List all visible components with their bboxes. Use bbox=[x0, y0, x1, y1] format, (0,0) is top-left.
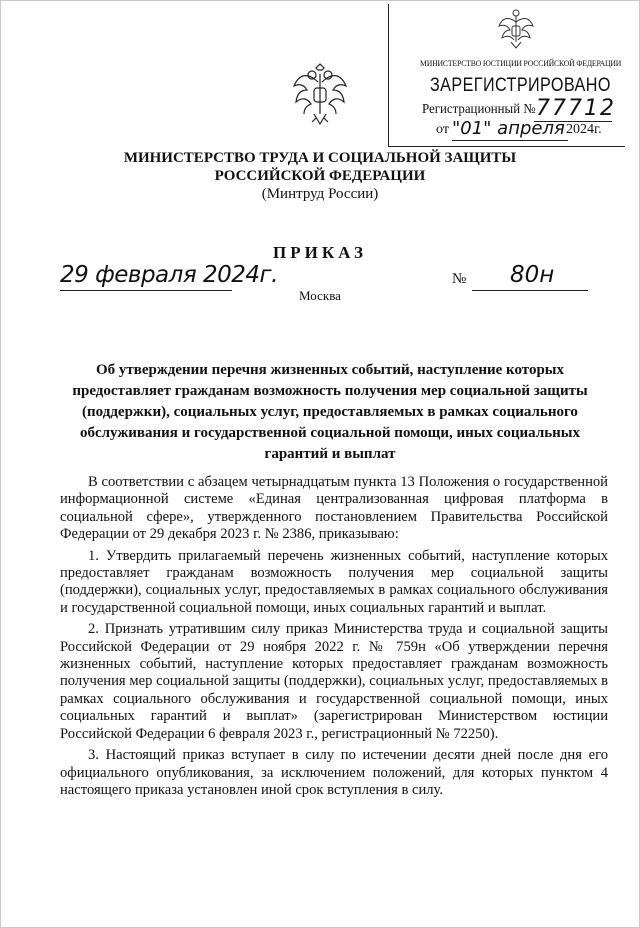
city: Москва bbox=[299, 288, 341, 303]
ministry-name-line-2: РОССИЙСКОЙ ФЕДЕРАЦИИ bbox=[214, 168, 426, 184]
stamp-date-underline bbox=[452, 140, 568, 141]
stamp-registration-label: Регистрационный № bbox=[422, 102, 536, 117]
document-body bbox=[60, 474, 608, 803]
stamp-registration-number: 77712 bbox=[536, 96, 616, 121]
document-title: Об утверждении перечня жизненных событий, наступление которых предоставляет гражданам возможность получения мер социальной защиты (поддержки), социальных услуг, предоставляемых в рамках социального обслуживания и государственной социальной помощи, иных социальных гарантий и выплат bbox=[72, 362, 588, 462]
item-3-paragraph: 3. Настоящий приказ вступает в силу по истечении десяти дней после дня его официального опубликования, за исключением положений, для которых пунктом 4 настоящего приказа установлен иной срок вступления в силу. bbox=[60, 747, 608, 798]
item-2-paragraph: 2. Признать утратившим силу приказ Министерства труда и социальной защиты Российской Федерации от 29 ноября 2022 г. № 759н «Об утверждении перечня жизненных событий, наступление которых предоставляет гражданам возможность получения мер социальной защиты (поддержки), социальных услуг, предоставляемых в рамках социального обслуживания и государственной социальной помощи, иных социальных гарантий и выплат» (зарегистрирован Министерством юстиции Российской Федерации 6 февраля 2023 г., регистрационный № 72250). bbox=[60, 621, 608, 742]
item-1-paragraph: 1. Утвердить прилагаемый перечень жизненных событий, наступление которых предоставляет гражданам возможность получения мер социальной защиты (поддержки), социальных услуг, предоставляемых в рамках социального обслуживания и государственной социальной помощи, иных социальных гарантий и выплат. bbox=[60, 547, 608, 616]
order-number-label: № bbox=[452, 271, 467, 287]
order-number-handwritten: 80н bbox=[510, 262, 555, 288]
stamp-status: ЗАРЕГИСТРИРОВАНО bbox=[430, 75, 611, 96]
order-number-underline bbox=[472, 290, 588, 291]
preamble-paragraph: В соответствии с абзацем четырнадцатым пункта 13 Положения о государственной информационной системе «Единая централизованная цифровая платформа в социальной сфере», утвержденного постановлением Правительства Российской Федерации от 29 декабря 2023 г. № 2386, приказываю: bbox=[60, 474, 608, 543]
ministry-name-line-1: МИНИСТЕРСТВО ТРУДА И СОЦИАЛЬНОЙ ЗАЩИТЫ bbox=[123, 150, 517, 166]
stamp-date-prefix: от bbox=[436, 122, 449, 137]
document-type: ПРИКАЗ bbox=[273, 243, 367, 262]
order-date-handwritten: 29 февраля 2024г. bbox=[60, 262, 278, 288]
coat-of-arms-icon bbox=[292, 62, 348, 126]
stamp-date-handwritten: "01" апреля bbox=[452, 118, 565, 139]
eagle-emblem-icon bbox=[496, 6, 536, 50]
ministry-short-name: (Минтруд России) bbox=[261, 186, 379, 202]
stamp-ministry: МИНИСТЕРСТВО ЮСТИЦИИ РОССИЙСКОЙ ФЕДЕРАЦИИ bbox=[420, 58, 622, 68]
stamp-date-year: 2024г. bbox=[566, 122, 602, 137]
